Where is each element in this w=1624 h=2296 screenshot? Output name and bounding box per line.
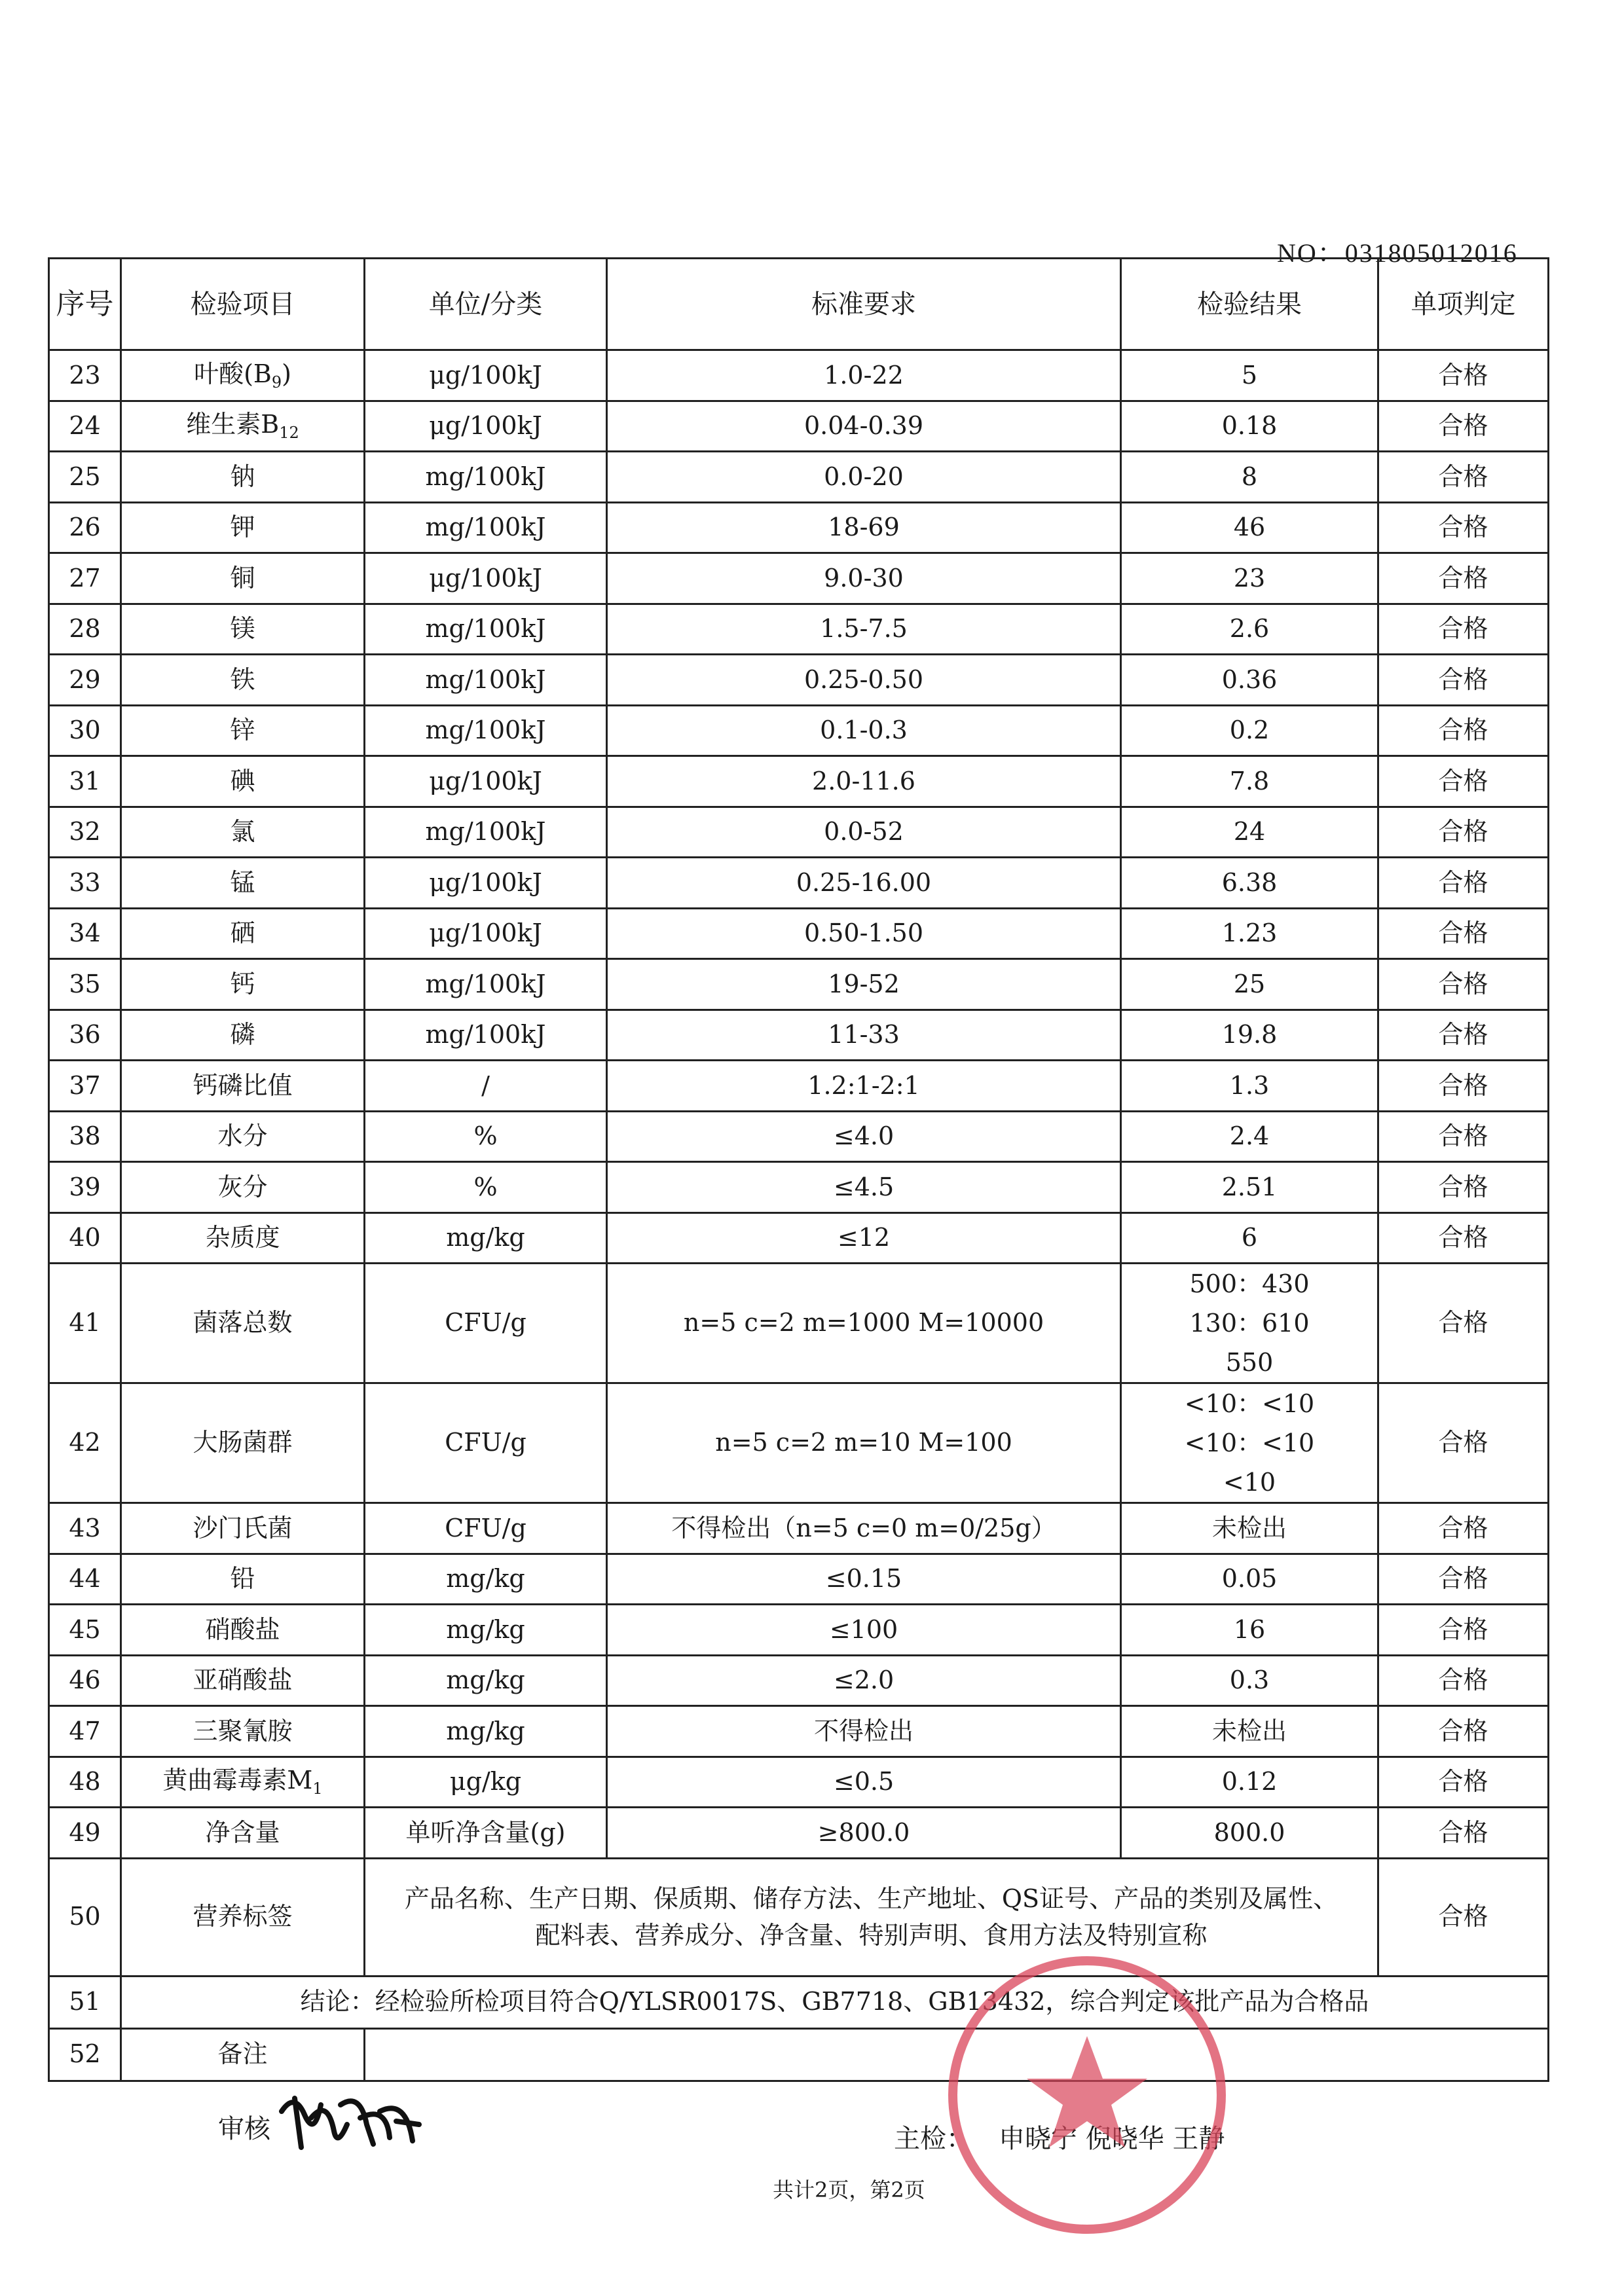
cell-seq: 46 bbox=[49, 1655, 121, 1706]
cell-judgement: 合格 bbox=[1378, 1061, 1549, 1112]
cell-unit: μg/100kJ bbox=[365, 401, 607, 452]
cell-standard: 不得检出（n=5 c=0 m=0/25g） bbox=[607, 1503, 1121, 1554]
cell-judgement: 合格 bbox=[1378, 807, 1549, 858]
reviewer-signature bbox=[275, 2085, 426, 2157]
header-result: 检验结果 bbox=[1121, 259, 1378, 350]
cell-seq: 40 bbox=[49, 1212, 121, 1264]
cell-standard: n=5 c=2 m=10 M=100 bbox=[607, 1383, 1121, 1503]
cell-item bbox=[121, 908, 365, 959]
cell-judgement: 合格 bbox=[1378, 1554, 1549, 1605]
cell-seq: 27 bbox=[49, 553, 121, 604]
table-row bbox=[49, 1111, 1549, 1162]
table-row bbox=[49, 908, 1549, 959]
table-row bbox=[49, 553, 1549, 604]
item-suffix: ) bbox=[282, 359, 291, 388]
cell-item bbox=[121, 1162, 365, 1213]
cell-judgement: 合格 bbox=[1378, 1757, 1549, 1808]
table-row-label bbox=[49, 1858, 1549, 1976]
cell-result: 未检出 bbox=[1121, 1503, 1378, 1554]
result-line: 130：610 bbox=[1189, 1309, 1310, 1338]
cell-standard: ≤0.5 bbox=[607, 1757, 1121, 1808]
cell-standard: ≤4.5 bbox=[607, 1162, 1121, 1213]
cell-result: 0.05 bbox=[1121, 1554, 1378, 1605]
cell-item bbox=[121, 807, 365, 858]
cell-standard: ≤12 bbox=[607, 1212, 1121, 1264]
cell-item bbox=[121, 1554, 365, 1605]
cell-unit: μg/100kJ bbox=[365, 350, 607, 401]
cell-item bbox=[121, 1808, 365, 1859]
cell-judgement: 合格 bbox=[1378, 959, 1549, 1010]
cell-item bbox=[121, 452, 365, 503]
cell-result: 5 bbox=[1121, 350, 1378, 401]
item-name: 菌落总数 bbox=[193, 1308, 293, 1338]
cell-seq: 48 bbox=[49, 1757, 121, 1808]
cell-item bbox=[121, 1212, 365, 1264]
item-name: 杂质度 bbox=[205, 1223, 280, 1252]
cell-result: 7.8 bbox=[1121, 756, 1378, 807]
cell-seq: 42 bbox=[49, 1383, 121, 1503]
item-name: 叶酸(B bbox=[194, 359, 272, 388]
table-row bbox=[49, 350, 1549, 401]
table-row bbox=[49, 1212, 1549, 1264]
cell-result: 19.8 bbox=[1121, 1010, 1378, 1061]
cell-judgement: 合格 bbox=[1378, 1858, 1549, 1976]
cell-judgement: 合格 bbox=[1378, 350, 1549, 401]
cell-item bbox=[121, 401, 365, 452]
table-row bbox=[49, 452, 1549, 503]
table-header-row bbox=[49, 259, 1549, 350]
table-row bbox=[49, 1383, 1549, 1503]
item-name: 铅 bbox=[230, 1564, 255, 1594]
cell-seq: 29 bbox=[49, 655, 121, 706]
cell-item bbox=[121, 350, 365, 401]
cell-unit: CFU/g bbox=[365, 1503, 607, 1554]
item-name: 锰 bbox=[230, 867, 255, 897]
cell-item bbox=[121, 1655, 365, 1706]
cell-result: 6.38 bbox=[1121, 858, 1378, 909]
cell-standard: 2.0-11.6 bbox=[607, 756, 1121, 807]
cell-item bbox=[121, 1503, 365, 1554]
cell-standard: 1.0-22 bbox=[607, 350, 1121, 401]
cell-unit: mg/100kJ bbox=[365, 959, 607, 1010]
cell-unit: μg/kg bbox=[365, 1757, 607, 1808]
official-seal-icon bbox=[943, 1951, 1231, 2239]
cell-result: 6 bbox=[1121, 1212, 1378, 1264]
cell-seq: 51 bbox=[49, 1976, 121, 2028]
cell-result: 46 bbox=[1121, 502, 1378, 553]
cell-item bbox=[121, 756, 365, 807]
cell-result: 未检出 bbox=[1121, 1706, 1378, 1757]
table-row bbox=[49, 1808, 1549, 1859]
cell-seq: 47 bbox=[49, 1706, 121, 1757]
cell-result: 2.4 bbox=[1121, 1111, 1378, 1162]
cell-judgement: 合格 bbox=[1378, 1605, 1549, 1656]
cell-seq: 38 bbox=[49, 1111, 121, 1162]
cell-unit: mg/100kJ bbox=[365, 604, 607, 655]
inspection-table bbox=[48, 257, 1549, 2082]
item-name: 水分 bbox=[217, 1121, 268, 1151]
cell-seq: 41 bbox=[49, 1264, 121, 1383]
cell-result: 1.3 bbox=[1121, 1061, 1378, 1112]
table-row bbox=[49, 1503, 1549, 1554]
cell-standard: 0.0-52 bbox=[607, 807, 1121, 858]
cell-judgement: 合格 bbox=[1378, 502, 1549, 553]
cell-item bbox=[121, 655, 365, 706]
table-row bbox=[49, 1757, 1549, 1808]
cell-judgement: 合格 bbox=[1378, 553, 1549, 604]
cell-item bbox=[121, 604, 365, 655]
cell-result: 0.3 bbox=[1121, 1655, 1378, 1706]
cell-judgement: 合格 bbox=[1378, 756, 1549, 807]
cell-judgement: 合格 bbox=[1378, 858, 1549, 909]
cell-standard: 0.0-20 bbox=[607, 452, 1121, 503]
cell-standard: 1.5-7.5 bbox=[607, 604, 1121, 655]
remarks-label: 备注 bbox=[121, 2028, 365, 2081]
item-name: 碘 bbox=[230, 766, 255, 795]
cell-seq: 31 bbox=[49, 756, 121, 807]
table-row bbox=[49, 1010, 1549, 1061]
page-note: 共计2页，第2页 bbox=[773, 2178, 925, 2202]
item-name: 维生素B bbox=[186, 410, 280, 439]
cell-result: 800.0 bbox=[1121, 1808, 1378, 1859]
item-name: 大肠菌群 bbox=[193, 1428, 293, 1457]
cell-judgement: 合格 bbox=[1378, 401, 1549, 452]
result-line: 500：430 bbox=[1189, 1269, 1310, 1298]
cell-item bbox=[121, 1010, 365, 1061]
cell-judgement: 合格 bbox=[1378, 1264, 1549, 1383]
cell-judgement: 合格 bbox=[1378, 1655, 1549, 1706]
item-name: 磷 bbox=[230, 1020, 255, 1049]
cell-item bbox=[121, 1605, 365, 1656]
label-line-2: 配料表、营养成分、净含量、特别声明、食用方法及特别宣称 bbox=[535, 1921, 1208, 1950]
cell-unit: mg/kg bbox=[365, 1605, 607, 1656]
table-row bbox=[49, 401, 1549, 452]
table-row bbox=[49, 1655, 1549, 1706]
cell-item bbox=[121, 1706, 365, 1757]
cell-judgement: 合格 bbox=[1378, 1503, 1549, 1554]
cell-seq: 25 bbox=[49, 452, 121, 503]
item-name: 净含量 bbox=[205, 1817, 280, 1847]
item-name: 钠 bbox=[230, 462, 255, 491]
table-row bbox=[49, 1605, 1549, 1656]
cell-item bbox=[121, 553, 365, 604]
cell-judgement: 合格 bbox=[1378, 1111, 1549, 1162]
report-number: NO：031805012016 bbox=[1277, 238, 1518, 268]
cell-judgement: 合格 bbox=[1378, 1162, 1549, 1213]
cell-unit: mg/kg bbox=[365, 1554, 607, 1605]
cell-judgement: 合格 bbox=[1378, 655, 1549, 706]
header-judgement: 单项判定 bbox=[1378, 259, 1549, 350]
table-row bbox=[49, 1706, 1549, 1757]
cell-seq: 52 bbox=[49, 2028, 121, 2081]
cell-seq: 24 bbox=[49, 401, 121, 452]
cell-seq: 37 bbox=[49, 1061, 121, 1112]
cell-standard: 0.1-0.3 bbox=[607, 705, 1121, 756]
cell-judgement: 合格 bbox=[1378, 1706, 1549, 1757]
table-row bbox=[49, 1061, 1549, 1112]
item-name: 铜 bbox=[230, 563, 255, 592]
cell-standard: ≤2.0 bbox=[607, 1655, 1121, 1706]
item-name: 氯 bbox=[230, 817, 255, 847]
table-row-conclusion bbox=[49, 1976, 1549, 2028]
cell-unit: μg/100kJ bbox=[365, 553, 607, 604]
cell-judgement: 合格 bbox=[1378, 705, 1549, 756]
cell-result: 2.6 bbox=[1121, 604, 1378, 655]
item-name: 三聚氰胺 bbox=[193, 1716, 293, 1745]
table-row bbox=[49, 502, 1549, 553]
cell-result: 25 bbox=[1121, 959, 1378, 1010]
item-name: 锌 bbox=[230, 716, 255, 745]
item-name: 硒 bbox=[230, 919, 255, 948]
cell-standard: 0.04-0.39 bbox=[607, 401, 1121, 452]
cell-standard: n=5 c=2 m=1000 M=10000 bbox=[607, 1264, 1121, 1383]
cell-result: 0.12 bbox=[1121, 1757, 1378, 1808]
cell-standard: 11-33 bbox=[607, 1010, 1121, 1061]
cell-seq: 43 bbox=[49, 1503, 121, 1554]
item-name: 沙门氏菌 bbox=[193, 1513, 293, 1542]
table-row bbox=[49, 858, 1549, 909]
cell-result: 16 bbox=[1121, 1605, 1378, 1656]
item-name: 镁 bbox=[230, 614, 255, 644]
cell-item bbox=[121, 502, 365, 553]
cell-judgement: 合格 bbox=[1378, 908, 1549, 959]
cell-judgement: 合格 bbox=[1378, 1212, 1549, 1264]
cell-unit: CFU/g bbox=[365, 1264, 607, 1383]
item-name: 钙磷比值 bbox=[193, 1070, 293, 1100]
cell-seq: 30 bbox=[49, 705, 121, 756]
cell-standard: 9.0-30 bbox=[607, 553, 1121, 604]
cell-judgement: 合格 bbox=[1378, 452, 1549, 503]
cell-unit: mg/100kJ bbox=[365, 807, 607, 858]
table-row bbox=[49, 1554, 1549, 1605]
cell-seq: 28 bbox=[49, 604, 121, 655]
cell-result: 8 bbox=[1121, 452, 1378, 503]
cell-standard: ≤4.0 bbox=[607, 1111, 1121, 1162]
cell-judgement: 合格 bbox=[1378, 1383, 1549, 1503]
cell-item bbox=[121, 1264, 365, 1383]
cell-unit: mg/100kJ bbox=[365, 705, 607, 756]
table-row bbox=[49, 807, 1549, 858]
cell-standard: 不得检出 bbox=[607, 1706, 1121, 1757]
result-line: 550 bbox=[1225, 1348, 1274, 1377]
table-row bbox=[49, 1264, 1549, 1383]
conclusion-text: 结论：经检验所检项目符合Q/YLSR0017S、GB7718、GB13432，综合判定该批产品为合格品 bbox=[121, 1976, 1549, 2028]
cell-result: 23 bbox=[1121, 553, 1378, 604]
cell-result bbox=[1121, 1383, 1378, 1503]
cell-seq: 39 bbox=[49, 1162, 121, 1213]
label-line-1: 产品名称、生产日期、保质期、储存方法、生产地址、QS证号、产品的类别及属性、 bbox=[404, 1884, 1338, 1913]
cell-standard: 18-69 bbox=[607, 502, 1121, 553]
cell-seq: 26 bbox=[49, 502, 121, 553]
cell-item: 营养标签 bbox=[121, 1858, 365, 1976]
cell-seq: 50 bbox=[49, 1858, 121, 1976]
cell-unit: CFU/g bbox=[365, 1383, 607, 1503]
cell-seq: 35 bbox=[49, 959, 121, 1010]
cell-result: 24 bbox=[1121, 807, 1378, 858]
result-line: <10：<10 bbox=[1184, 1429, 1315, 1457]
item-name: 灰分 bbox=[217, 1172, 268, 1201]
cell-unit: μg/100kJ bbox=[365, 858, 607, 909]
cell-unit: mg/kg bbox=[365, 1212, 607, 1264]
cell-seq: 33 bbox=[49, 858, 121, 909]
cell-result bbox=[1121, 1264, 1378, 1383]
cell-seq: 32 bbox=[49, 807, 121, 858]
cell-result: 0.2 bbox=[1121, 705, 1378, 756]
cell-unit: mg/100kJ bbox=[365, 655, 607, 706]
cell-seq: 36 bbox=[49, 1010, 121, 1061]
cell-result: 2.51 bbox=[1121, 1162, 1378, 1213]
table-row bbox=[49, 1162, 1549, 1213]
cell-standard: ≤0.15 bbox=[607, 1554, 1121, 1605]
table-row-remarks bbox=[49, 2028, 1549, 2081]
cell-unit: mg/kg bbox=[365, 1706, 607, 1757]
item-name: 铁 bbox=[230, 665, 255, 694]
cell-standard: ≥800.0 bbox=[607, 1808, 1121, 1859]
cell-judgement: 合格 bbox=[1378, 1010, 1549, 1061]
item-subscript: 9 bbox=[271, 373, 282, 392]
cell-item bbox=[121, 1757, 365, 1808]
header-seq: 序号 bbox=[49, 259, 121, 350]
cell-unit: mg/100kJ bbox=[365, 1010, 607, 1061]
cell-standard: 0.25-0.50 bbox=[607, 655, 1121, 706]
cell-item bbox=[121, 705, 365, 756]
item-name: 黄曲霉毒素M bbox=[162, 1766, 313, 1795]
cell-item bbox=[121, 1111, 365, 1162]
cell-standard: ≤100 bbox=[607, 1605, 1121, 1656]
item-name: 亚硝酸盐 bbox=[193, 1666, 293, 1695]
cell-item bbox=[121, 959, 365, 1010]
header-standard: 标准要求 bbox=[607, 259, 1121, 350]
cell-unit: 单听净含量(g) bbox=[365, 1808, 607, 1859]
header-unit: 单位/分类 bbox=[365, 259, 607, 350]
cell-unit: mg/kg bbox=[365, 1655, 607, 1706]
cell-standard: 19-52 bbox=[607, 959, 1121, 1010]
item-name: 钾 bbox=[230, 513, 255, 542]
cell-item bbox=[121, 1061, 365, 1112]
table-row bbox=[49, 604, 1549, 655]
cell-unit: % bbox=[365, 1111, 607, 1162]
cell-unit: / bbox=[365, 1061, 607, 1112]
cell-seq: 45 bbox=[49, 1605, 121, 1656]
inspector-label: 主检： bbox=[894, 2124, 972, 2154]
cell-item bbox=[121, 1383, 365, 1503]
cell-seq: 49 bbox=[49, 1808, 121, 1859]
cell-seq: 34 bbox=[49, 908, 121, 959]
table-row bbox=[49, 756, 1549, 807]
cell-unit: μg/100kJ bbox=[365, 756, 607, 807]
cell-standard: 0.25-16.00 bbox=[607, 858, 1121, 909]
reviewer-label: 审核 bbox=[218, 2114, 270, 2144]
cell-seq: 23 bbox=[49, 350, 121, 401]
cell-unit: mg/100kJ bbox=[365, 502, 607, 553]
table-row bbox=[49, 705, 1549, 756]
cell-result: 1.23 bbox=[1121, 908, 1378, 959]
header-item: 检验项目 bbox=[121, 259, 365, 350]
cell-judgement: 合格 bbox=[1378, 1808, 1549, 1859]
cell-unit: mg/100kJ bbox=[365, 452, 607, 503]
cell-seq: 44 bbox=[49, 1554, 121, 1605]
item-subscript: 1 bbox=[312, 1779, 323, 1798]
cell-result: 0.36 bbox=[1121, 655, 1378, 706]
item-name: 硝酸盐 bbox=[205, 1614, 280, 1644]
table-row bbox=[49, 959, 1549, 1010]
cell-result: 0.18 bbox=[1121, 401, 1378, 452]
inspector-names: 申晓宁 倪晓华 王静 bbox=[999, 2124, 1225, 2154]
cell-item bbox=[121, 858, 365, 909]
cell-standard: 0.50-1.50 bbox=[607, 908, 1121, 959]
table-row bbox=[49, 655, 1549, 706]
result-line: <10 bbox=[1223, 1468, 1276, 1497]
cell-judgement: 合格 bbox=[1378, 604, 1549, 655]
table-body bbox=[49, 350, 1549, 2081]
item-subscript: 12 bbox=[279, 424, 299, 443]
result-line: <10：<10 bbox=[1184, 1389, 1315, 1418]
cell-unit: % bbox=[365, 1162, 607, 1213]
cell-standard: 1.2:1-2:1 bbox=[607, 1061, 1121, 1112]
cell-unit: μg/100kJ bbox=[365, 908, 607, 959]
item-name: 钙 bbox=[230, 969, 255, 998]
